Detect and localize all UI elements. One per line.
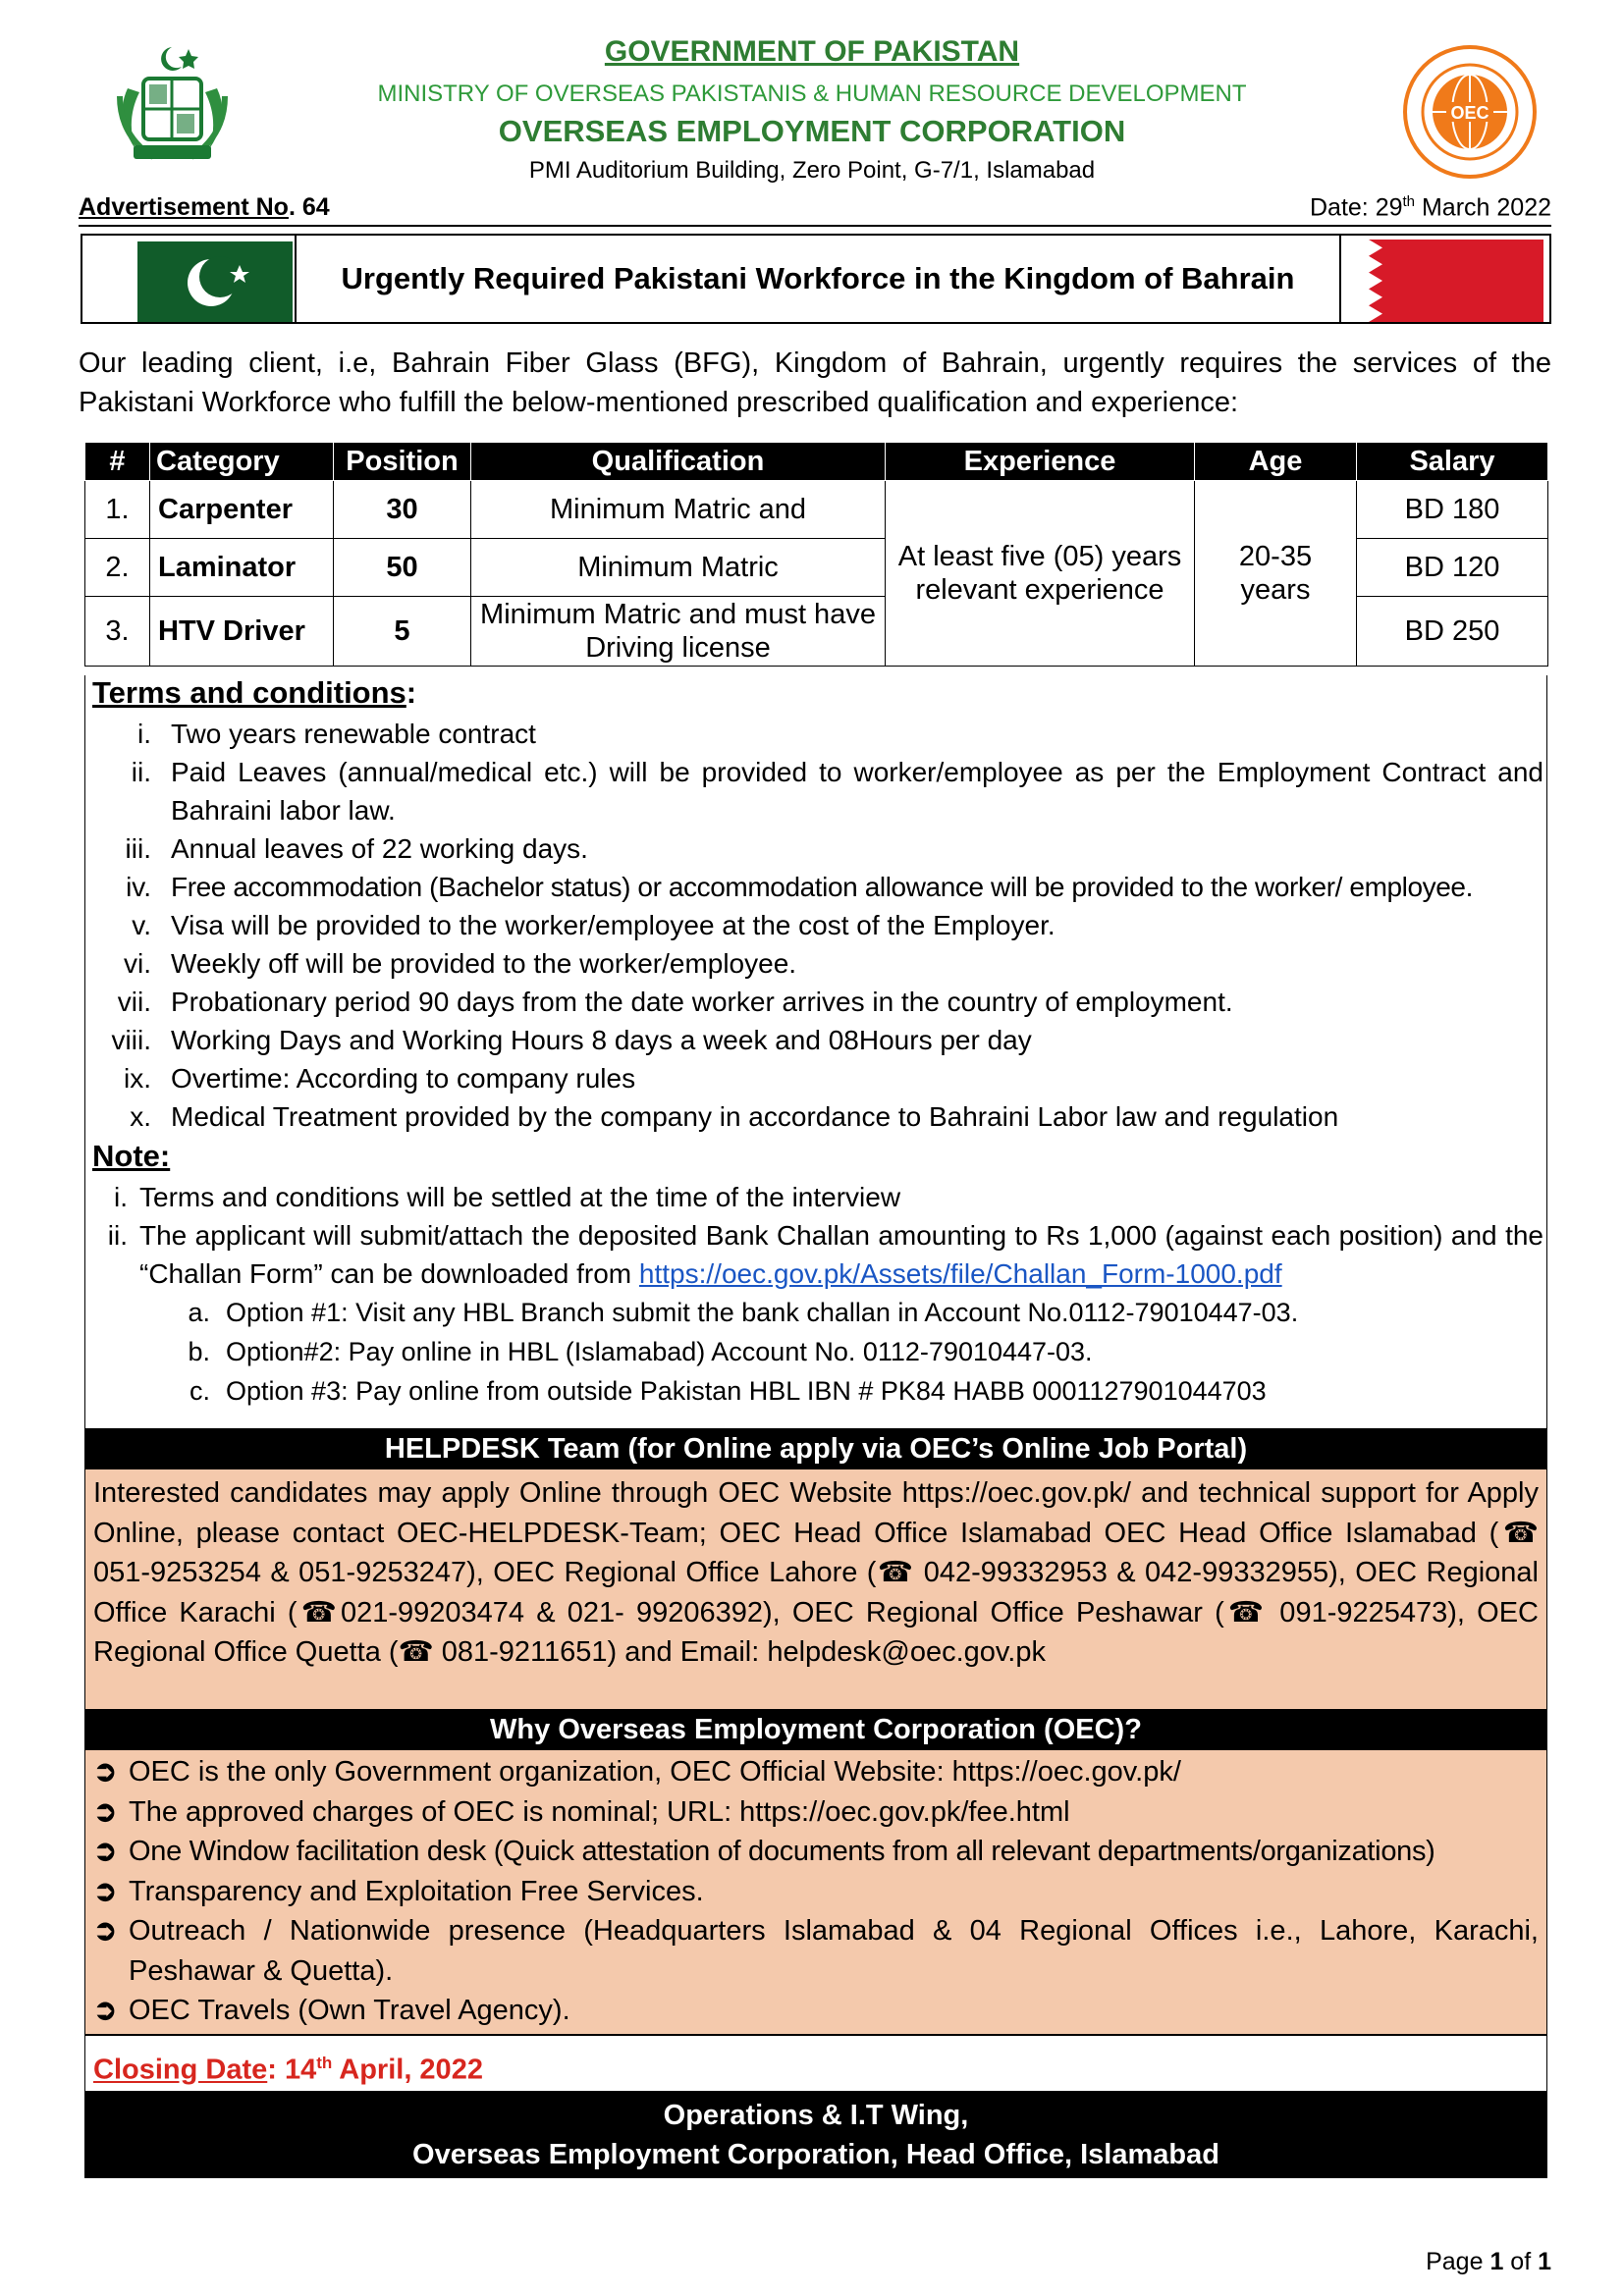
list-item [92, 983, 1543, 1021]
terms-colon: : [406, 675, 417, 710]
note-heading [92, 1139, 170, 1174]
list-item [93, 1832, 1539, 1872]
item-number: i. [114, 1182, 128, 1212]
row-num: 2. [85, 539, 150, 597]
col-header-qualification: Qualification [471, 443, 886, 481]
item-number: iv. [126, 872, 151, 902]
item-text: Free accommodation (Bachelor status) or accommodation allowance will be provided to the worker/ employee. [171, 872, 1473, 902]
row-category: HTV Driver [150, 597, 334, 667]
list-item [92, 906, 1543, 944]
list-item [92, 1021, 1543, 1059]
list-item [92, 1059, 1543, 1097]
item-text: The approved charges of OEC is nominal; URL: https://oec.gov.pk/fee.html [129, 1795, 1070, 1828]
item-text: Annual leaves of 22 working days. [171, 833, 588, 864]
terms-title: Terms and conditions [92, 675, 406, 710]
row-qualification: Minimum Matric [471, 539, 886, 597]
banner-title: Urgently Required Pakistani Workforce in the Kingdom of Bahrain [295, 236, 1341, 322]
item-number: vi. [124, 948, 151, 979]
table-row [85, 481, 1548, 539]
item-number: x. [130, 1101, 151, 1132]
terms-heading [92, 675, 416, 711]
closing-sup: th [316, 2054, 333, 2072]
row-num: 1. [85, 481, 150, 539]
intro-paragraph: Our leading client, i.e, Bahrain Fiber Glass (BFG), Kingdom of Bahrain, urgently requires the services of the Pakistani Workforce who fulfill the below-mentioned prescribed qualification and experience: [79, 347, 1551, 418]
item-text: Option #3: Pay online from outside Pakistan HBL IBN # PK84 HABB 0001127901044703 [226, 1376, 1267, 1406]
helpdesk-title: HELPDESK Team (for Online apply via OEC’s Online Job Portal) [84, 1429, 1547, 1468]
advertisement-value: . 64 [288, 193, 330, 221]
item-number: b. [188, 1337, 210, 1366]
closing-rest: April, 2022 [332, 2054, 483, 2086]
item-text: Probationary period 90 days from the date worker arrives in the country of employment. [171, 987, 1233, 1017]
closing-day: 14 [284, 2054, 317, 2086]
terms-list [92, 715, 1543, 1136]
corporation-title: OVERSEAS EMPLOYMENT CORPORATION [498, 114, 1126, 148]
table-header-row [85, 443, 1548, 481]
experience-cell: At least five (05) years relevant experience [886, 481, 1195, 667]
item-text: Terms and conditions will be settled at the time of the interview [139, 1182, 901, 1212]
row-qualification: Minimum Matric and [471, 481, 886, 539]
item-text: Option #1: Visit any HBL Branch submit the bank challan in Account No.0112-79010447-03. [226, 1298, 1299, 1327]
age-cell: 20-35 years [1195, 481, 1357, 667]
advertisement-label: Advertisement No [79, 193, 289, 221]
bullet-arrow-icon: ➲ [93, 1836, 117, 1867]
bahrain-flag [1343, 240, 1543, 322]
item-number: ii. [107, 1220, 128, 1251]
item-text: Visa will be provided to the worker/employee at the cost of the Employer. [171, 910, 1056, 940]
note-title: Note: [92, 1139, 171, 1173]
col-header-age: Age [1195, 443, 1357, 481]
item-text: One Window facilitation desk (Quick attestation of documents from all relevant departments/organizations) [129, 1836, 1435, 1867]
item-text: Transparency and Exploitation Free Services. [129, 1875, 704, 1907]
list-item [92, 1371, 1543, 1411]
header-divider [79, 225, 1551, 227]
footer-band [84, 2092, 1547, 2178]
list-item [93, 1752, 1539, 1792]
list-item [93, 1991, 1539, 2031]
col-header-salary: Salary [1357, 443, 1548, 481]
list-item [92, 944, 1543, 983]
page-of: of [1503, 2248, 1539, 2275]
date-sup: th [1402, 193, 1416, 210]
row-num: 3. [85, 597, 150, 667]
col-header-experience: Experience [886, 443, 1195, 481]
item-number: v. [132, 910, 151, 940]
row-category: Laminator [150, 539, 334, 597]
ministry-title: MINISTRY OF OVERSEAS PAKISTANIS & HUMAN RESOURCE DEVELOPMENT [377, 80, 1247, 107]
why-oec-list [93, 1752, 1539, 2031]
col-header-position: Position [334, 443, 471, 481]
item-number: i. [137, 719, 151, 749]
list-item [92, 868, 1543, 906]
bullet-arrow-icon: ➲ [93, 1875, 118, 1907]
item-text: Working Days and Working Hours 8 days a week and 08Hours per day [171, 1025, 1032, 1055]
row-position: 5 [334, 597, 471, 667]
item-text: Outreach / Nationwide presence (Headquarters Islamabad & 04 Regional Offices i.e., Lahore, Karachi, Peshawar & Quetta). [129, 1915, 1539, 1987]
row-salary: BD 180 [1357, 481, 1548, 539]
item-number: ii. [131, 757, 151, 787]
list-item [92, 1293, 1543, 1332]
bullet-arrow-icon: ➲ [93, 1756, 118, 1788]
list-item [92, 1097, 1543, 1136]
bullet-arrow-icon: ➲ [93, 1995, 118, 2026]
item-number: vii. [117, 987, 151, 1017]
list-item [92, 1178, 1543, 1216]
row-qualification: Minimum Matric and must have Driving license [471, 597, 886, 667]
bullet-arrow-icon: ➲ [93, 1915, 118, 1947]
footer-line-2: Overseas Employment Corporation, Head Office, Islamabad [412, 2139, 1219, 2170]
helpdesk-text: Interested candidates may apply Online through OEC Website https://oec.gov.pk/ and technical support for Apply Online, please contact OEC-HELPDESK-Team; OEC Head Office Islamabad OEC Head Office Islamabad (☎ 051-9253254 & 051-9253247), OEC Regional Office Lahore (☎ 042-99332953 & 042-99332955), OEC Regional Office Karachi (☎021-99203474 & 021- 99206392), OEC Regional Office Peshawar (☎ 091-9225473), OEC Regional Office Quetta (☎ 081-9211651) and Email: helpdesk@oec.gov.pk [93, 1477, 1539, 1668]
list-item [92, 1332, 1543, 1371]
list-item [92, 753, 1543, 829]
item-number: ix. [124, 1063, 151, 1094]
item-number: c. [189, 1376, 210, 1406]
list-item [92, 1216, 1543, 1293]
closing-date-label: Closing Date [93, 2054, 268, 2086]
list-item [92, 829, 1543, 868]
row-salary: BD 120 [1357, 539, 1548, 597]
helpdesk-box [84, 1468, 1547, 1710]
list-item [93, 1792, 1539, 1833]
item-text: Medical Treatment provided by the company in accordance to Bahraini Labor law and regulation [171, 1101, 1339, 1132]
bullet-arrow-icon: ➲ [93, 1795, 118, 1828]
item-text: OEC is the only Government organization, OEC Official Website: https://oec.gov.pk/ [129, 1756, 1181, 1788]
item-number: a. [188, 1298, 210, 1327]
list-item [92, 715, 1543, 753]
row-position: 30 [334, 481, 471, 539]
page-total: 1 [1538, 2248, 1551, 2275]
why-oec-box [84, 1749, 1547, 2035]
advertisement-date [1310, 193, 1551, 222]
item-text: Weekly off will be provided to the worker/employee. [171, 948, 797, 979]
why-oec-title: Why Overseas Employment Corporation (OEC)? [84, 1710, 1547, 1749]
item-text: OEC Travels (Own Travel Agency). [129, 1995, 570, 2026]
row-category: Carpenter [150, 481, 334, 539]
note-list [92, 1178, 1543, 1411]
page-current: 1 [1489, 2248, 1504, 2275]
item-text: Option#2: Pay online in HBL (Islamabad) Account No. 0112-79010447-03. [226, 1337, 1093, 1366]
date-suffix: March 2022 [1415, 193, 1551, 222]
row-salary: BD 250 [1357, 597, 1548, 667]
government-title: GOVERNMENT OF PAKISTAN [604, 35, 1020, 68]
page-prefix: Page [1426, 2248, 1490, 2275]
item-text: Two years renewable contract [171, 719, 536, 749]
col-header-category: Category [150, 443, 334, 481]
row-position: 50 [334, 539, 471, 597]
footer-line-1: Operations & I.T Wing, [663, 2100, 969, 2131]
jobs-table [84, 442, 1548, 667]
item-text: Overtime: According to company rules [171, 1063, 636, 1094]
address: PMI Auditorium Building, Zero Point, G-7/1, Islamabad [528, 157, 1096, 184]
date-prefix: Date: 29 [1310, 193, 1403, 222]
list-item [93, 1872, 1539, 1912]
list-item [93, 1911, 1539, 1991]
advertisement-number [79, 193, 330, 222]
oec-logo-text: OEC [1450, 103, 1489, 123]
item-text: Paid Leaves (annual/medical etc.) will be provided to worker/employee as per the Employment Contract and Bahraini labor law. [171, 757, 1543, 826]
challan-form-link[interactable]: https://oec.gov.pk/Assets/file/Challan_Form-1000.pdf [638, 1258, 1282, 1289]
item-text: The applicant will submit/attach the deposited Bank Challan amounting to Rs 1,000 (against each position) and the “Challan Form” can be downloaded from [139, 1220, 1543, 1289]
item-number: viii. [111, 1025, 151, 1055]
closing-colon: : [267, 2054, 285, 2086]
item-number: iii. [125, 833, 151, 864]
page-number [1426, 2248, 1551, 2276]
col-header-num: # [85, 443, 150, 481]
pakistan-flag [137, 241, 293, 322]
closing-date [84, 2035, 1547, 2092]
